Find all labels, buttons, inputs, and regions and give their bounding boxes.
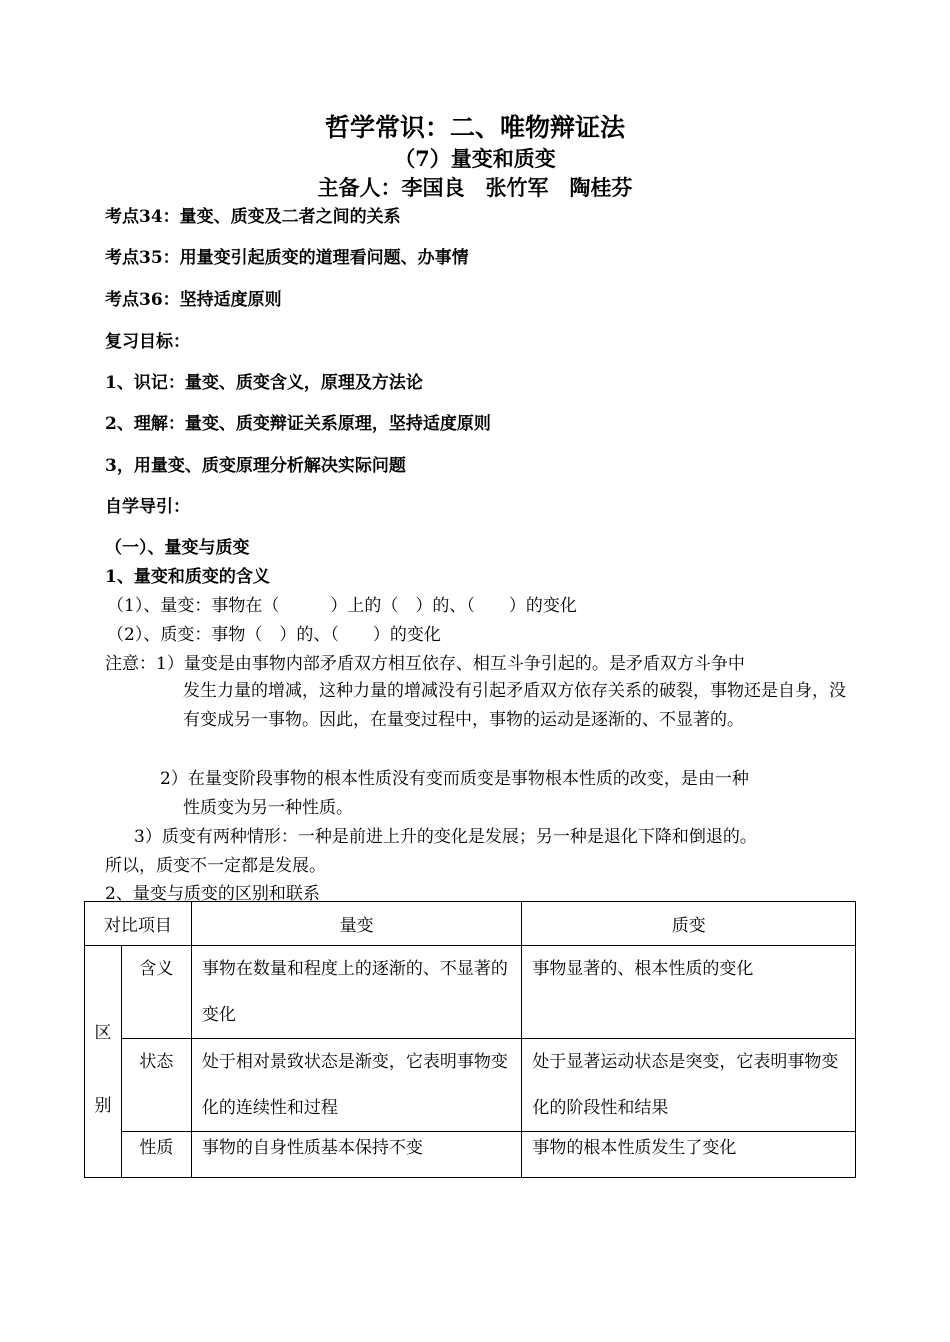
table-cell-item: 状态 <box>121 1039 191 1132</box>
section-heading: （一）、量变与质变 <box>105 538 250 558</box>
table-row <box>85 1132 856 1178</box>
lesson-subtitle: （7）量变和质变 <box>394 146 556 171</box>
group-label-char: 别 <box>94 1096 112 1116</box>
fill-blank-qualitative: （2）、质变：事物（ ）的、（ ）的变化 <box>107 625 441 645</box>
note-label: 注意： <box>105 654 156 674</box>
comparison-table <box>84 901 856 1178</box>
note-2-first-line: 2）在量变阶段事物的根本性质没有变而质变是事物根本性质的改变，是由一种 <box>160 769 749 789</box>
group-label-char: 区 <box>94 1023 112 1043</box>
table-header-cell: 量变 <box>191 902 522 946</box>
guide-heading: 自学导引： <box>105 497 190 517</box>
document-title: 哲学常识：二、唯物辩证法 <box>324 113 625 142</box>
goal-item: 1、识记：量变、质变含义，原理及方法论 <box>105 373 423 393</box>
exam-point-35: 考点35：用量变引起质变的道理看问题、办事情 <box>105 248 469 268</box>
table-cell-qualitative: 事物的根本性质发生了变化 <box>522 1132 856 1178</box>
table-header-cell: 对比项目 <box>85 902 192 946</box>
fill-blank-quantitative: （1）、量变：事物在（ ）上的（ ）的、（ ）的变化 <box>107 596 577 616</box>
goal-item: 3，用量变、质变原理分析解决实际问题 <box>105 456 406 476</box>
table-cell-quantitative: 事物的自身性质基本保持不变 <box>191 1132 522 1178</box>
table-header-row <box>85 902 856 946</box>
exam-point-36: 考点36：坚持适度原则 <box>105 290 282 310</box>
note-3-first-line: 3）质变有两种情形：一种是前进上升的变化是发展；另一种是退化下降和倒退的。 <box>134 827 757 847</box>
table-cell-quantitative: 处于相对景致状态是渐变，它表明事物变化的连续性和过程 <box>191 1039 522 1132</box>
goals-heading: 复习目标： <box>105 332 190 352</box>
table-cell-qualitative: 处于显著运动状态是突变，它表明事物变化的阶段性和结果 <box>522 1039 856 1132</box>
note-1-continuation: 发生力量的增减，这种力量的增减没有引起矛盾双方依存关系的破裂，事物还是自身，没有变成另一事物。因此，在量变过程中，事物的运动是逐渐的、不显著的。 <box>183 681 846 730</box>
subsection-heading: 2、量变与质变的区别和联系 <box>105 884 320 904</box>
table-cell-item: 性质 <box>121 1132 191 1178</box>
subsection-heading: 1、量变和质变的含义 <box>105 567 270 587</box>
goal-item: 2、理解：量变、质变辩证关系原理，坚持适度原则 <box>105 414 491 434</box>
note-2-continuation: 性质变为另一种性质。 <box>183 798 353 818</box>
exam-point-34: 考点34：量变、质变及二者之间的关系 <box>105 207 401 227</box>
table-row <box>85 1039 856 1132</box>
note-3-continuation: 所以，质变不一定都是发展。 <box>105 856 326 876</box>
table-cell-item: 含义 <box>121 946 191 1039</box>
group-label-cell <box>85 946 122 1178</box>
authors-line: 主备人：李国良 张竹军 陶桂芬 <box>317 175 633 200</box>
table-cell-qualitative: 事物显著的、根本性质的变化 <box>522 946 856 1039</box>
table-header-cell: 质变 <box>522 902 856 946</box>
table-cell-quantitative: 事物在数量和程度上的逐渐的、不显著的变化 <box>191 946 522 1039</box>
note-1-first-line: 1）量变是由事物内部矛盾双方相互依存、相互斗争引起的。是矛盾双方斗争中 <box>156 654 745 674</box>
table-row <box>85 946 856 1039</box>
